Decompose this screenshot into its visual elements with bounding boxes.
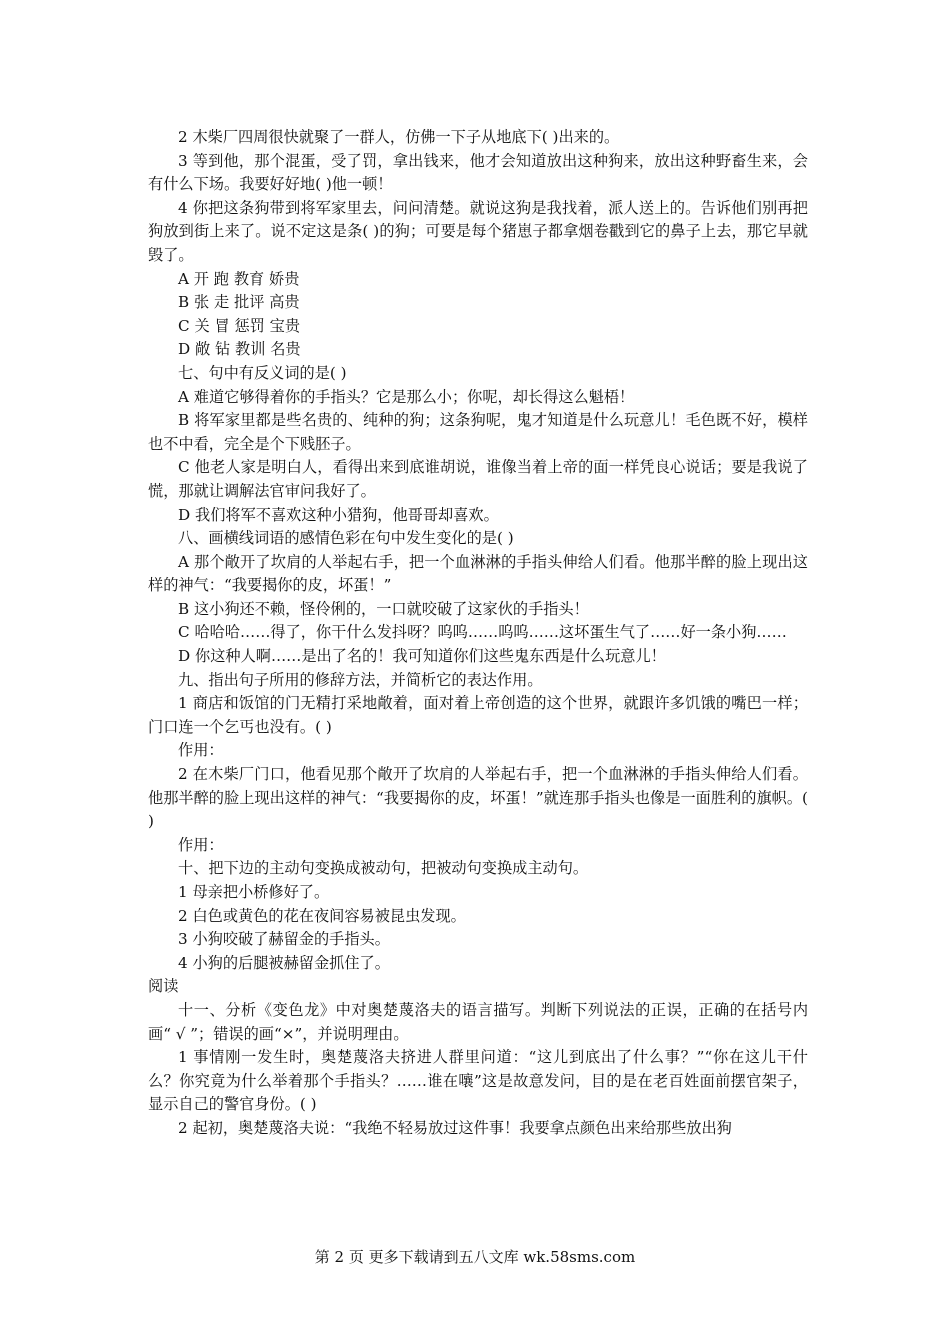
paragraph: 3 等到他，那个混蛋，受了罚，拿出钱来，他才会知道放出这种狗来，放出这种野畜生来，会有什么下场。我要好好地( )他一顿！ — [148, 151, 808, 194]
paragraph: B 将军家里都是些名贵的、纯种的狗；这条狗呢，鬼才知道是什么玩意儿！毛色既不好，模样也不中看，完全是个下贱胚子。 — [148, 411, 808, 453]
paragraph: 1 母亲把小桥修好了。 — [178, 883, 330, 901]
paragraph: 4 小狗的后腿被赫留金抓住了。 — [178, 953, 390, 972]
paragraph: A 开 跑 教育 娇贵 — [178, 269, 300, 288]
paragraph: 十、把下边的主动句变换成被动句，把被动句变换成主动句。 — [178, 859, 589, 878]
paragraph: 1 事情刚一发生时，奥楚蔑洛夫挤进人群里问道：“这儿到底出了什么事？”“你在这儿干什么？你究竟为什么举着那个手指头？……谁在嚷”这是故意发问，目的是在老百姓面前摆官架子，显示自己的警官身份。( ) — [148, 1048, 808, 1114]
paragraph: 作用： — [178, 835, 224, 854]
paragraph: C 哈哈哈……得了，你干什么发抖呀？呜呜……呜呜……这坏蛋生气了……好一条小狗…… — [178, 623, 787, 642]
paragraph: 十一、分析《变色龙》中对奥楚蔑洛夫的语言描写。判断下列说法的正误，正确的在括号内画“ √ ”；错误的画“×”，并说明理由。 — [148, 1000, 808, 1043]
paragraph: A 难道它够得着你的手指头？它是那么小；你呢，却长得这么魁梧！ — [178, 387, 635, 406]
paragraph: C 关 冒 惩罚 宝贵 — [178, 316, 301, 335]
page-content — [148, 126, 808, 1141]
paragraph: C 他老人家是明白人，看得出来到底谁胡说，谁像当着上帝的面一样凭良心说话；要是我说了慌，那就让调解法官审问我好了。 — [148, 458, 808, 500]
paragraph: 4 你把这条狗带到将军家里去，问问清楚。就说这狗是我找着，派人送上的。告诉他们别再把狗放到街上来了。说不定这是条( )的狗；可要是每个猪崽子都拿烟卷戳到它的鼻子上去，那它早就毁了。 — [148, 198, 808, 264]
paragraph: 九、指出句子所用的修辞方法，并简析它的表达作用。 — [178, 670, 543, 689]
paragraph: 2 起初，奥楚蔑洛夫说：“我绝不轻易放过这件事！我要拿点颜色出来给那些放出狗 — [178, 1118, 732, 1137]
paragraph: 2 在木柴厂门口，他看见那个敞开了坎肩的人举起右手，把一个血淋淋的手指头伸给人们看。他那半醉的脸上现出这样的神气：“我要揭你的皮，坏蛋！”就连那手指头也像是一面胜利的旗帜。( ) — [148, 765, 808, 831]
paragraph: B 张 走 批评 高贵 — [178, 293, 300, 312]
page-footer: 第 2 页 更多下载请到五八文库 wk.58sms.com — [314, 1248, 636, 1266]
paragraph: 七、句中有反义词的是( ) — [178, 363, 347, 382]
paragraph: 作用： — [178, 741, 224, 760]
paragraph: D 你这种人啊……是出了名的！我可知道你们这些鬼东西是什么玩意儿！ — [178, 647, 666, 666]
paragraph: 3 小狗咬破了赫留金的手指头。 — [178, 930, 390, 949]
paragraph: D 敞 钻 教训 名贵 — [178, 340, 301, 359]
paragraph: B 这小狗还不赖，怪伶俐的，一口就咬破了这家伙的手指头！ — [178, 599, 589, 618]
paragraph: 八、画横线词语的感情色彩在句中发生变化的是( ) — [178, 529, 514, 548]
paragraph: 2 白色或黄色的花在夜间容易被昆虫发现。 — [178, 906, 466, 925]
paragraph: 2 木柴厂四周很快就聚了一群人，仿佛一下子从地底下( )出来的。 — [178, 128, 620, 146]
paragraph: 1 商店和饭馆的门无精打采地敞着，面对着上帝创造的这个世界，就跟许多饥饿的嘴巴一样；门口连一个乞丐也没有。( ) — [148, 694, 808, 736]
paragraph: D 我们将军不喜欢这种小猎狗，他哥哥却喜欢。 — [178, 505, 499, 524]
paragraph: A 那个敞开了坎肩的人举起右手，把一个血淋淋的手指头伸给人们看。他那半醉的脸上现出这样的神气：“我要揭你的皮，坏蛋！” — [148, 552, 808, 595]
paragraph: 阅读 — [148, 977, 179, 996]
